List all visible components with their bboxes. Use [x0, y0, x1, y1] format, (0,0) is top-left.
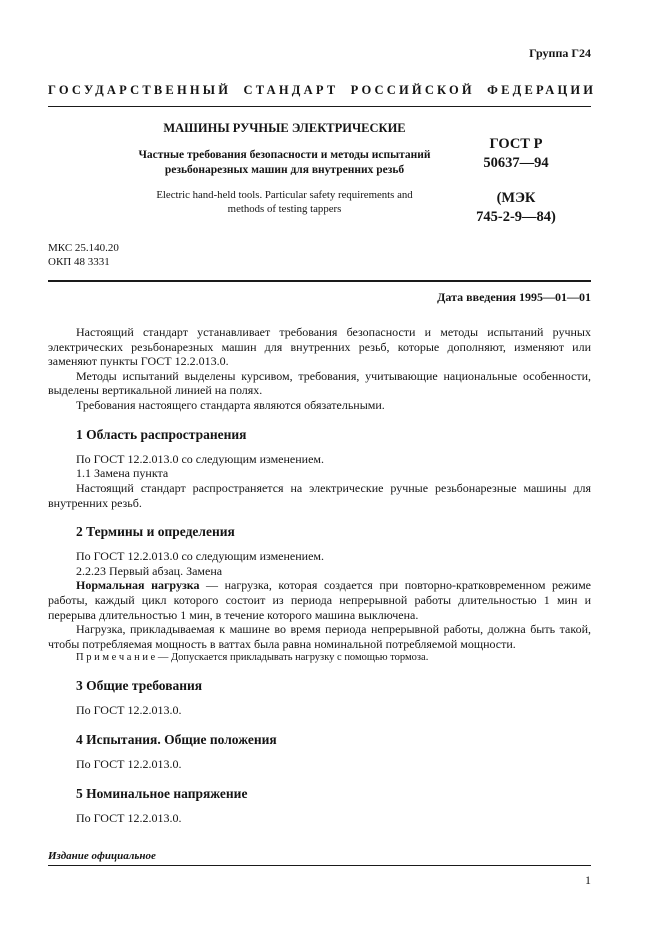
section-1-paragraph-1: По ГОСТ 12.2.013.0 со следующим изменением. — [76, 451, 325, 466]
section-heading-3: 3 Общие требования — [76, 678, 203, 694]
section-heading-1: 1 Область распространения — [76, 426, 247, 442]
term-definition-paragraph — [48, 578, 591, 622]
designation-iec-number: 745-2-9—84) — [476, 208, 556, 225]
page-number: 1 — [585, 873, 591, 887]
section-1-paragraph-3: Настоящий стандарт распространяется на электрические ручные резьбонарезные машины для внутренних резьб. — [48, 480, 591, 510]
designation-gost-number: 50637—94 — [483, 154, 549, 171]
designation-gap — [441, 173, 591, 189]
section-rated-voltage — [48, 786, 591, 826]
page-footer — [48, 850, 591, 888]
intro-paragraph-2: Методы испытаний выделены курсивом, требования, учитывающие национальные особенности, выделены вертикальной линией на полях. — [48, 368, 591, 398]
section-heading-5: 5 Номинальное напряжение — [76, 785, 248, 801]
document-title: МАШИНЫ РУЧНЫЕ ЭЛЕКТРИЧЕСКИЕ — [163, 121, 406, 135]
section-general-requirements — [48, 678, 591, 718]
term: Нормальная нагрузка — [76, 578, 200, 593]
mks-code: МКС 25.140.20 — [48, 242, 119, 255]
group-label: Группа Г24 — [529, 46, 591, 60]
designation-gost-prefix: ГОСТ Р — [489, 136, 543, 152]
footer-divider — [48, 865, 591, 866]
classification-codes — [48, 242, 591, 270]
intro-paragraph-1: Настоящий стандарт устанавливает требования безопасности и методы испытаний ручных электрических резьбонарезных машин для внутренних резьб, которые дополняют, изменяют или заменяют пункты ГОСТ 12.2.013.0. — [48, 324, 591, 369]
section-heading-2: 2 Термины и определения — [76, 524, 235, 540]
effective-date: Дата введения 1995—01—01 — [437, 289, 591, 304]
section-5-paragraph-1: По ГОСТ 12.2.013.0. — [76, 810, 182, 825]
section-tests — [48, 732, 591, 772]
section-3-paragraph-1: По ГОСТ 12.2.013.0. — [76, 703, 182, 718]
designation-iec-prefix: (МЭК — [496, 189, 536, 206]
introduction — [48, 325, 591, 413]
section-terms — [48, 524, 591, 664]
intro-paragraph-3: Требования настоящего стандарта являются обязательными. — [76, 398, 385, 412]
header-divider — [48, 106, 591, 107]
section-1-paragraph-2: 1.1 Замена пункта — [76, 466, 169, 481]
standard-header: ГОСУДАРСТВЕННЫЙ СТАНДАРТ РОССИЙСКОЙ ФЕДЕРАЦИИ — [48, 83, 597, 97]
title-divider — [48, 280, 591, 282]
designation-block — [441, 121, 591, 226]
note-paragraph: П р и м е ч а н и е — Допускается прикладывать нагрузку с помощью тормоза. — [76, 651, 429, 663]
edition-note: Издание официальное — [48, 850, 156, 862]
title-column — [48, 121, 441, 226]
title-block — [48, 121, 591, 226]
section-2-paragraph-3: Нагрузка, прикладываемая к машине во время периода непрерывной работы, должна быть такой, чтобы потребляемая мощность в ваттах была равна номинальной потребляемой мощности. — [48, 622, 591, 651]
section-2-paragraph-2: 2.2.23 Первый абзац. Замена — [76, 563, 223, 578]
term-definition: — нагрузка, которая создается при повторно-кратковременном режиме работы, каждый цикл которого состоит из периода непрерывной работы длительностью 1 мин и перерыва длительностью 1 мин, в течение которого машина выключена. — [48, 578, 591, 622]
document-title-english: Electric hand-held tools. Particular safety requirements and methods of testing tappers — [156, 188, 413, 215]
section-4-paragraph-1: По ГОСТ 12.2.013.0. — [76, 756, 182, 771]
document-subtitle: Частные требования безопасности и методы испытаний резьбонарезных машин для внутренних резьб — [138, 149, 431, 176]
section-heading-4: 4 Испытания. Общие положения — [76, 731, 277, 747]
okp-code: ОКП 48 3331 — [48, 256, 110, 269]
section-scope — [48, 427, 591, 511]
section-2-paragraph-1: По ГОСТ 12.2.013.0 со следующим изменением. — [76, 549, 325, 564]
